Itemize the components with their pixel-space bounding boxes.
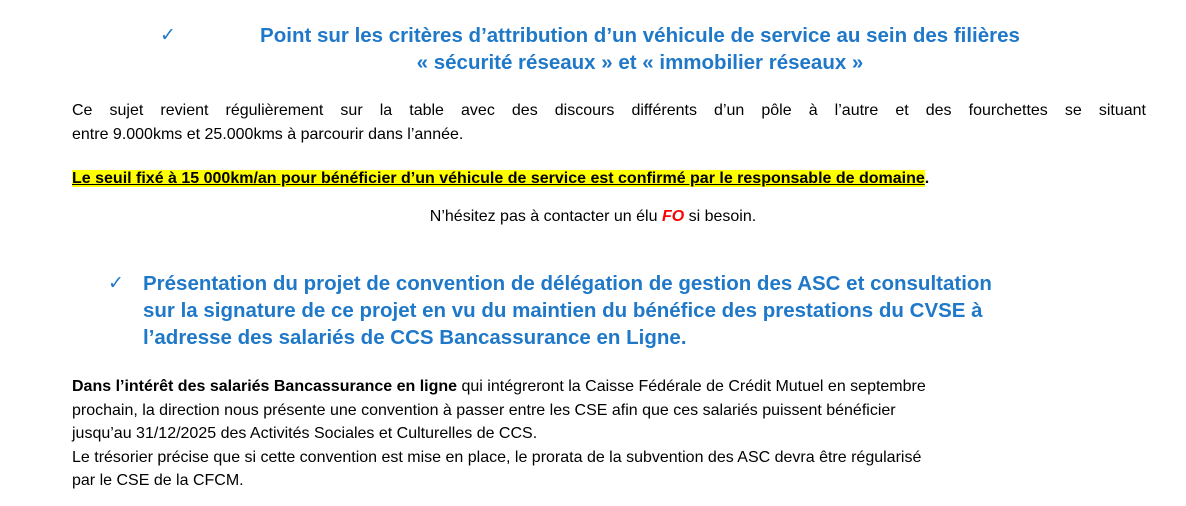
section-2-title-line-3: l’adresse des salariés de CCS Bancassurance en Ligne. xyxy=(143,326,687,349)
contact-note-after: si besoin. xyxy=(684,208,757,225)
section-2-title-line-2: sur la signature de ce projet en vu du maintien du bénéfice des prestations du CVSE à xyxy=(143,299,983,322)
section-2-bold-lead: Dans l’intérêt des salariés Bancassurance en ligne xyxy=(72,378,458,395)
checkmark-icon: ✓ xyxy=(160,25,176,46)
section-2-title-line-1: Présentation du projet de convention de délégation de gestion des ASC et consultation xyxy=(143,272,992,295)
section-2-paragraph-line-1 xyxy=(72,375,1146,399)
section-1-paragraph-line-2: entre 9.000kms et 25.000kms à parcourir dans l’année. xyxy=(72,126,464,143)
contact-note xyxy=(0,205,1186,229)
fo-label: FO xyxy=(661,208,685,225)
highlighted-statement xyxy=(72,167,1152,191)
highlighted-text-end: . xyxy=(924,170,930,187)
section-2-paragraph xyxy=(72,375,1146,493)
section-2-paragraph-line-5: par le CSE de la CFCM. xyxy=(72,472,244,489)
section-2-paragraph-line-2: prochain, la direction nous présente une convention à passer entre les CSE afin que ces salariés puissent bénéficier xyxy=(72,401,896,419)
section-2-paragraph-line-3: jusqu’au 31/12/2025 des Activités Sociales et Culturelles de CCS. xyxy=(72,425,538,442)
highlighted-text: Le seuil fixé à 15 000km/an pour bénéficier d’un véhicule de service est confirmé par le responsable de domaine xyxy=(72,170,925,187)
contact-note-before: N’hésitez pas à contacter un élu xyxy=(429,208,662,225)
section-1-heading xyxy=(160,22,1120,76)
section-2-heading xyxy=(108,270,1148,351)
section-1-paragraph-line-1: Ce sujet revient régulièrement sur la table avec des discours différents d’un pôle à l’autre et des fourchettes se situant xyxy=(72,102,1146,119)
section-2-paragraph-line-4: Le trésorier précise que si cette convention est mise en place, le prorata de la subvention des ASC devra être régularisé xyxy=(72,448,922,466)
section-1-title-line-1: Point sur les critères d’attribution d’un véhicule de service au sein des filières xyxy=(260,24,1020,47)
section-2-line-1-rest: qui intégreront la Caisse Fédérale de Crédit Mutuel en septembre xyxy=(457,378,926,395)
section-1-paragraph xyxy=(72,99,1146,147)
section-1-title-line-2: « sécurité réseaux » et « immobilier réseaux » xyxy=(416,51,864,74)
checkmark-icon: ✓ xyxy=(108,273,124,294)
